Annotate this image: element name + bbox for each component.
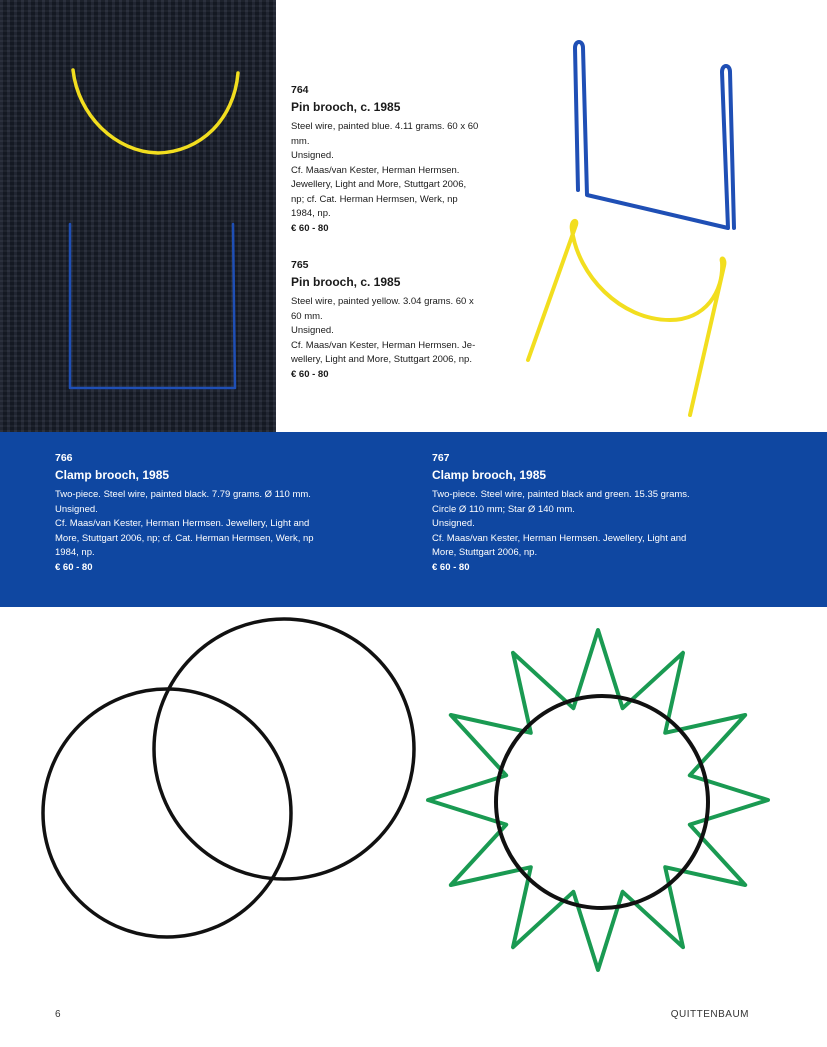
lot-title: Clamp brooch, 1985	[432, 468, 547, 482]
black-circle-brooch-left	[43, 689, 291, 937]
lot-description-line: 60 mm.	[291, 310, 323, 322]
lot-price: € 60 - 80	[291, 222, 329, 234]
lot-price: € 60 - 80	[55, 561, 93, 573]
lot-description-line: Cf. Maas/van Kester, Herman Hermsen.	[291, 164, 460, 176]
blue-info-band	[0, 432, 827, 607]
lot-description-line: More, Stuttgart 2006, np.	[432, 547, 538, 558]
lot-number: 767	[432, 452, 450, 464]
lot-description-line: Jewellery, Light and More, Stuttgart 2006,	[291, 179, 467, 190]
lot-number: 766	[55, 452, 73, 464]
lot-description-line: Unsigned.	[55, 503, 98, 515]
lot-description-line: Two-piece. Steel wire, painted black and green. 15.35 grams.	[432, 489, 690, 500]
lot-766-text	[55, 450, 395, 575]
lot-description-line: np; cf. Cat. Herman Hermsen, Werk, np	[291, 193, 458, 205]
lot-765-text	[291, 257, 511, 382]
black-circle-brooch-star	[496, 696, 708, 908]
lot-description-line: Circle Ø 110 mm; Star Ø 140 mm.	[432, 503, 575, 515]
lot-description-line: Cf. Maas/van Kester, Herman Hermsen. Jewellery, Light and	[432, 532, 687, 544]
lot-number: 764	[291, 84, 309, 96]
lot-description-line: wellery, Light and More, Stuttgart 2006, np.	[291, 354, 472, 365]
lot-price: € 60 - 80	[291, 368, 329, 380]
lot-description-line: Steel wire, painted yellow. 3.04 grams. 60 x	[291, 296, 474, 307]
blue-pin-brooch	[575, 42, 734, 228]
lot-description-line: 1984, np.	[55, 547, 95, 558]
lot-description-line: mm.	[291, 135, 310, 147]
brand-name: QUITTENBAUM	[670, 1009, 749, 1020]
blue-u-pin-brooch	[70, 224, 235, 388]
green-star-brooch	[428, 630, 768, 970]
photo-lots-764-765-on-knit	[0, 0, 276, 432]
wire-brooches-knit-svg	[0, 0, 276, 432]
clamp-brooches-svg	[0, 607, 827, 987]
lot-title: Pin brooch, c. 1985	[291, 275, 401, 289]
lot-price: € 60 - 80	[432, 561, 470, 573]
lot-description-line: Unsigned.	[432, 518, 475, 529]
lot-description-line: 1984, np.	[291, 208, 331, 219]
photo-lots-764-765-on-white	[510, 30, 760, 425]
lot-description-line: Unsigned.	[291, 325, 334, 336]
photo-lots-766-767	[0, 607, 827, 987]
page-number: 6	[55, 1009, 61, 1020]
yellow-pin-brooch	[528, 221, 724, 415]
wire-brooches-white-svg	[510, 30, 760, 425]
lot-number: 765	[291, 259, 309, 271]
lot-description-line: Two-piece. Steel wire, painted black. 7.79 grams. Ø 110 mm.	[55, 489, 311, 500]
lot-description-line: More, Stuttgart 2006, np; cf. Cat. Herman Hermsen, Werk, np	[55, 532, 314, 544]
lot-description-line: Steel wire, painted blue. 4.11 grams. 60 x 60	[291, 121, 479, 132]
lot-description-line: Cf. Maas/van Kester, Herman Hermsen. Jewellery, Light and	[55, 518, 310, 529]
lot-description-line: Unsigned.	[291, 150, 334, 161]
lot-title: Clamp brooch, 1985	[55, 468, 170, 482]
yellow-arc-brooch	[73, 70, 238, 153]
lot-description-line: Cf. Maas/van Kester, Herman Hermsen. Je-	[291, 339, 476, 351]
lot-764-text	[291, 82, 511, 236]
lot-title: Pin brooch, c. 1985	[291, 100, 401, 114]
lot-767-text	[432, 450, 772, 575]
black-circle-brooch-right	[154, 619, 414, 879]
